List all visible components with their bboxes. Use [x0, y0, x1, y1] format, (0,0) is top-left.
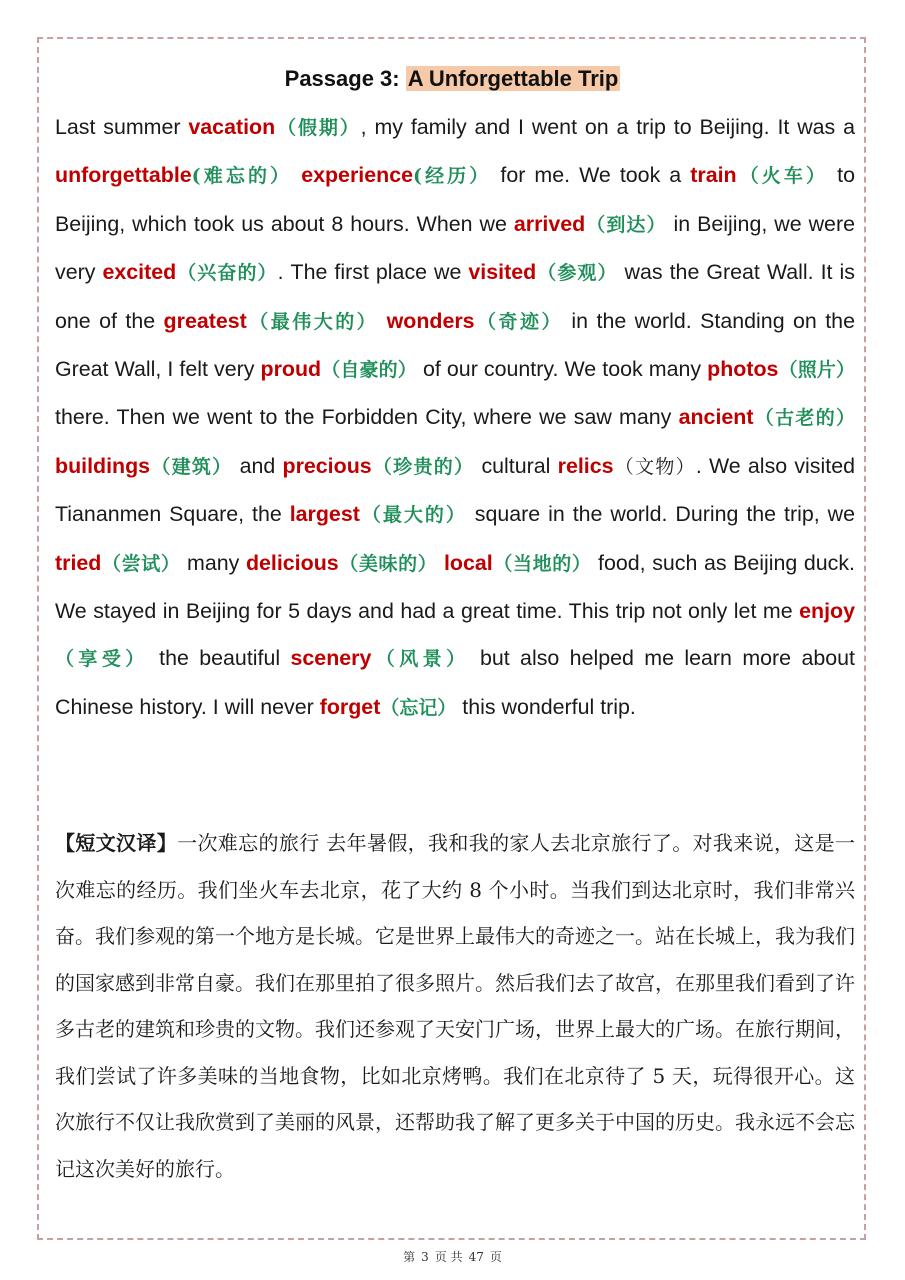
passage-text: the beautiful: [148, 646, 291, 671]
chinese-translation: [55, 820, 855, 1192]
vocab-gloss: （当地的）: [492, 552, 592, 575]
footer-suffix: 页: [489, 1250, 502, 1264]
vocab-word: vacation: [188, 115, 276, 139]
passage-text: square in the world. During the trip, we: [466, 502, 855, 527]
passage-text: cultural: [474, 453, 558, 478]
vocab-word: wonders: [386, 308, 475, 333]
vocab-gloss: （兴奋的）: [176, 262, 278, 285]
vocab-word: arrived: [513, 211, 586, 236]
vocab-word: greatest: [163, 308, 247, 333]
footer-page-number: 3: [421, 1250, 429, 1264]
translation-text: 一次难忘的旅行 去年暑假，我和我的家人去北京旅行了。对我来说，这是一次难忘的经历。我们坐火车去北京，花了大约 8 个小时。当我们到达北京时，我们非常兴奋。我们参观的第一个地方是长城。它是世界上最伟大的奇迹之一。站在长城上，我为我们的国家感到非常自豪。我们在那里拍了很多照片。然后我们去了故宫，在那里我们看到了许多古老的建筑和珍贵的文物。我们还参观了天安门广场，世界上最大的广场。在旅行期间，我们尝试了许多美味的当地食物，比如北京烤鸭。我们在北京待了 5 天，玩得很开心。这次旅行不仅让我欣赏到了美丽的风景，还帮助我了解了更多关于中国的历史。我永远不会忘记这次美好的旅行。: [55, 831, 856, 1181]
vocab-gloss: （假期）: [275, 117, 361, 139]
passage-text: . We also visited Tiananmen Square, the: [55, 453, 855, 527]
vocab-gloss: （最伟大的）: [246, 310, 379, 333]
title-prefix: Passage 3:: [284, 66, 406, 91]
vocab-word: experience: [301, 163, 413, 188]
passage-text: Last summer: [55, 115, 189, 139]
passage-text: was the Great Wall. It is one of the: [55, 260, 855, 333]
vocab-gloss: （珍贵的）: [371, 455, 475, 478]
page-footer: [0, 1248, 905, 1265]
passage-text: but also helped me learn more about Chinese history. I will never: [55, 646, 855, 719]
passage-text: . The first place we: [277, 260, 469, 285]
vocab-word: buildings: [55, 453, 151, 478]
passage-text: in the world. Standing on the Great Wall, I felt very: [55, 308, 855, 382]
vocab-gloss: （忘记）: [380, 696, 457, 719]
passage-text: [378, 309, 386, 333]
vocab-gloss: （尝试）: [101, 552, 181, 575]
passage-text: [437, 551, 444, 575]
vocab-gloss: (难忘的）: [191, 165, 293, 188]
vocab-gloss: （照片）: [778, 359, 855, 382]
passage-text: this wonderful trip.: [456, 694, 636, 719]
vocab-gloss: （自豪的）: [321, 359, 417, 382]
vocab-gloss: （古老的）: [753, 407, 855, 430]
vocab-gloss: （到达）: [585, 213, 667, 236]
vocab-gloss: （参观）: [536, 262, 618, 285]
vocab-word: ancient: [678, 405, 754, 430]
vocab-gloss: （最大的）: [359, 504, 467, 527]
vocab-word: unforgettable: [55, 163, 192, 188]
passage-text: to Beijing, which took us about 8 hours. When we: [55, 163, 855, 236]
vocab-gloss: （风景）: [371, 648, 470, 671]
vocab-word: local: [443, 550, 493, 575]
vocab-gloss: （美味的）: [338, 552, 438, 575]
passage-text: and: [232, 453, 283, 478]
passage-title: [0, 62, 905, 96]
vocab-gloss: （火车）: [736, 165, 829, 188]
passage-text: , my family and I went on a trip to Beijing. It was a: [360, 115, 855, 139]
vocab-word: relics: [557, 453, 614, 478]
vocab-word: photos: [707, 357, 779, 382]
vocab-word: train: [690, 163, 737, 188]
vocab-gloss: (经历）: [412, 165, 492, 188]
vocab-word: scenery: [290, 646, 372, 671]
passage-text: many: [180, 550, 246, 575]
vocab-gloss: （奇迹）: [474, 310, 563, 333]
passage-text: [292, 163, 301, 187]
passage-text: in Beijing, we were very: [55, 211, 855, 285]
vocab-word: tried: [55, 550, 102, 575]
vocab-word: forget: [319, 694, 381, 719]
footer-prefix: 第: [403, 1250, 416, 1264]
vocab-word: largest: [289, 502, 360, 527]
passage-text: there. Then we went to the Forbidden City, where we saw many: [55, 405, 679, 430]
footer-total-pages: 47: [468, 1250, 484, 1264]
vocab-gloss-plain: （文物）: [613, 455, 696, 478]
passage-text: food, such as Beijing duck. We stayed in Beijing for 5 days and had a great time. This trip not only let me: [55, 550, 856, 624]
vocab-word: proud: [260, 357, 322, 382]
vocab-word: precious: [282, 453, 372, 478]
vocab-word: excited: [102, 260, 177, 285]
english-passage: [55, 104, 855, 732]
vocab-word: delicious: [245, 550, 339, 575]
passage-text: for me. We took a: [491, 163, 691, 188]
vocab-gloss: （建筑）: [150, 455, 233, 478]
footer-middle: 页 共: [434, 1250, 463, 1264]
vocab-word: visited: [468, 260, 537, 285]
title-highlight: A Unforgettable Trip: [407, 66, 619, 91]
translation-label: 【短文汉译】: [55, 831, 178, 855]
passage-text: of our country. We took many: [416, 357, 708, 382]
vocab-word: enjoy: [799, 599, 855, 624]
vocab-gloss: （享受）: [55, 648, 149, 671]
